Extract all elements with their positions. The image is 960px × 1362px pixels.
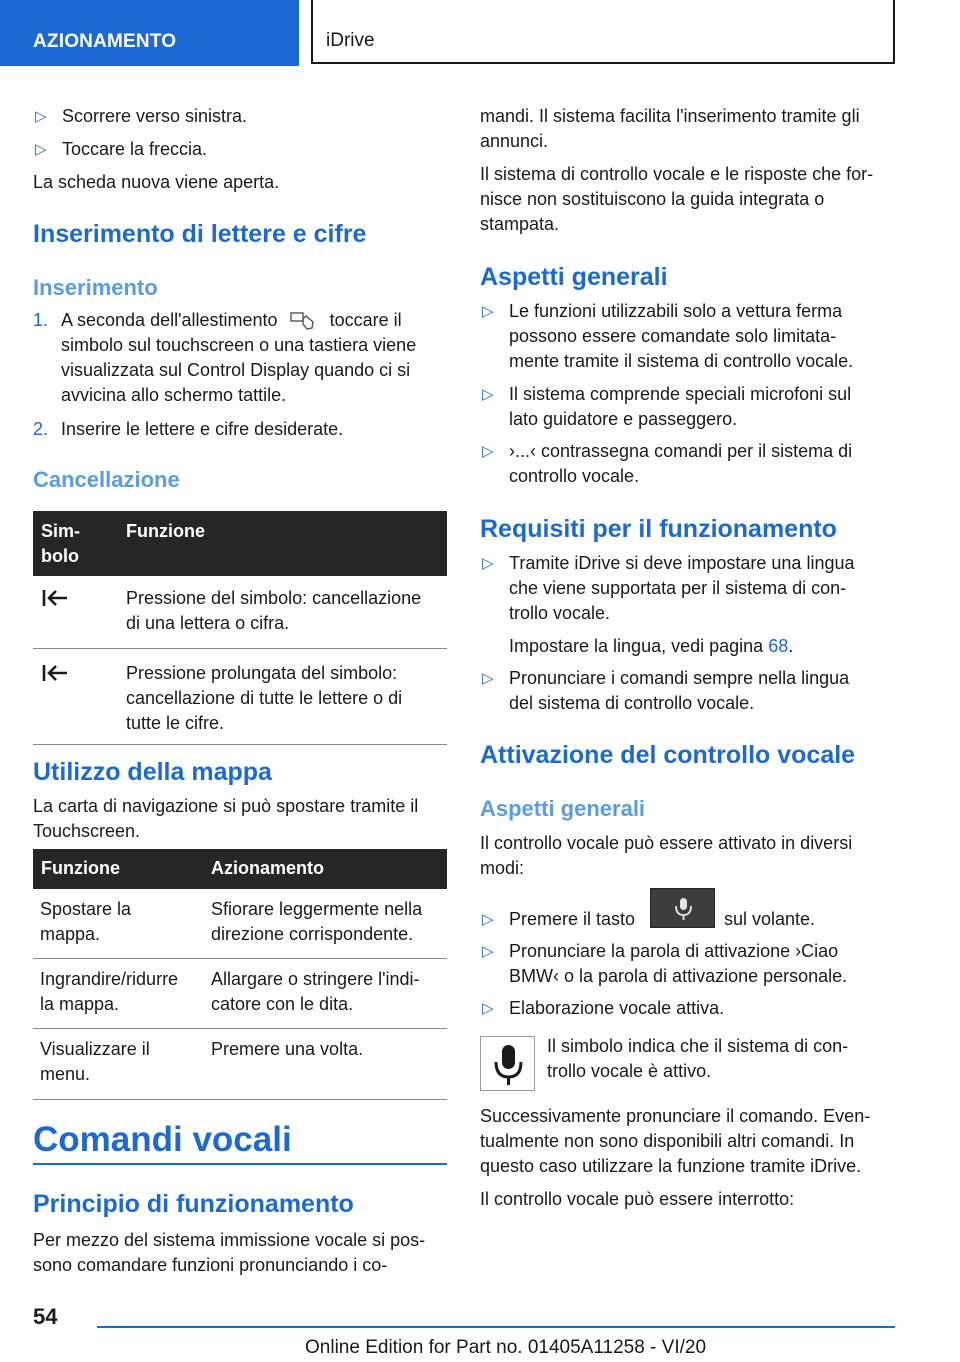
microphone-active-icon — [480, 1036, 535, 1091]
paragraph: Per mezzo del sistema immissione vocale si pos- — [33, 1230, 426, 1250]
list-item: ▷ Scorrere verso sinistra. — [33, 104, 447, 129]
triangle-bullet-icon: ▷ — [482, 1000, 494, 1017]
subheading-general: Aspetti generali — [480, 796, 646, 821]
paragraph: Successivamente pronunciare il comando. Even- — [480, 1106, 871, 1126]
subheading-input: Inserimento — [33, 275, 158, 300]
chapter-title: iDrive — [326, 30, 375, 51]
chapter-heading-voice: Comandi vocali — [33, 1120, 292, 1159]
list-item: ▷ Il sistema comprende speciali microfoni sul lato guidatore e passeggero. — [482, 384, 852, 429]
step-1: 1. A seconda dell'allestimento toccare il simbolo sul touchscreen o una tastiera viene visualizzata sul Control Display quando ci si avvicina allo schermo tattile. — [33, 310, 417, 405]
backspace-icon — [41, 594, 71, 614]
touch-keyboard-icon — [289, 310, 319, 332]
list-item: ▷ Elaborazione vocale attiva. — [480, 996, 895, 1021]
heading-activation: Attivazione del controllo vocale — [480, 741, 856, 769]
map-table — [33, 849, 447, 1100]
page-reference: Impostare la lingua, vedi pagina 68. — [509, 636, 794, 656]
microphone-button-icon — [650, 888, 715, 928]
subheading-delete: Cancellazione — [33, 467, 180, 492]
paragraph: trollo vocale è attivo. — [547, 1061, 712, 1081]
paragraph: La scheda nuova viene aperta. — [33, 172, 280, 192]
triangle-bullet-icon: ▷ — [482, 670, 494, 687]
backspace-icon — [41, 669, 71, 689]
heading-letters: Inserimento di lettere e cifre — [33, 220, 367, 248]
table-header: Sim- bolo — [33, 511, 118, 576]
list-item: ▷ Toccare la freccia. — [33, 137, 447, 162]
paragraph: Il simbolo indica che il sistema di con- — [547, 1036, 849, 1056]
chapter-box — [311, 0, 895, 64]
heading-principle: Principio di funzionamento — [33, 1190, 354, 1218]
step-2: 2. Inserire le lettere e cifre desiderate. — [33, 419, 344, 439]
triangle-bullet-icon: ▷ — [482, 911, 494, 928]
paragraph: Il sistema di controllo vocale e le risposte che for- — [480, 164, 874, 184]
list-item: ▷ ›...‹ contrassegna comandi per il sistema di controllo vocale. — [482, 441, 853, 486]
table-row: Pressione prolungata del simbolo: cancellazione di tutte le lettere o di tutte le cifre. — [33, 649, 447, 745]
paragraph: sono comandare funzioni pronunciando i co- — [33, 1255, 388, 1275]
table-row: Spostare la mappa. Sfiorare leggermente nella direzione corrispondente. — [33, 889, 447, 959]
paragraph: Touchscreen. — [33, 821, 141, 841]
paragraph: mandi. Il sistema facilita l'inserimento tramite gli — [480, 106, 860, 126]
paragraph: nisce non sostituiscono la guida integrata o — [480, 189, 825, 209]
page-link[interactable]: 68 — [768, 636, 789, 656]
paragraph: Il controllo vocale può essere attivato in diversi — [480, 833, 853, 853]
paragraph: questo caso utilizzare la funzione tramite iDrive. — [480, 1156, 862, 1176]
triangle-bullet-icon: ▷ — [482, 555, 494, 572]
list-item: ▷ Pronunciare i comandi sempre nella lingua del sistema di controllo vocale. — [482, 668, 850, 713]
list-item: ▷ Tramite iDrive si deve impostare una lingua che viene supportata per il sistema di con- trollo vocale. — [482, 553, 855, 623]
footer-divider — [97, 1326, 895, 1328]
triangle-bullet-icon: ▷ — [35, 141, 47, 158]
table-row: Visualizzare il menu. Premere una volta. — [33, 1029, 447, 1100]
delete-table — [33, 511, 447, 745]
table-header: Azionamento — [204, 849, 447, 889]
heading-general: Aspetti generali — [480, 263, 668, 291]
table-header: Funzione — [33, 849, 204, 889]
paragraph: annunci. — [480, 131, 549, 151]
heading-requirements: Requisiti per il funzionamento — [480, 515, 837, 543]
paragraph: modi: — [480, 858, 525, 878]
heading-map: Utilizzo della mappa — [33, 758, 272, 786]
page-number: 54 — [33, 1304, 58, 1329]
triangle-bullet-icon: ▷ — [35, 108, 47, 125]
paragraph: stampata. — [480, 214, 560, 234]
paragraph: Il controllo vocale può essere interrotto: — [480, 1189, 795, 1209]
paragraph: tualmente non sono disponibili altri comandi. In — [480, 1131, 855, 1151]
triangle-bullet-icon: ▷ — [482, 943, 494, 960]
divider — [33, 1163, 447, 1165]
section-tab — [0, 0, 299, 66]
triangle-bullet-icon: ▷ — [482, 386, 494, 403]
table-row: Pressione del simbolo: cancellazione di una lettera o cifra. — [33, 576, 447, 649]
list-item: ▷ Pronunciare la parola di attivazione ›Ciao BMW‹ o la parola di attivazione personale. — [482, 941, 848, 986]
list-item: ▷ Le funzioni utilizzabili solo a vettura ferma possono essere comandate solo limitata- mente tramite il sistema di controllo vocale. — [482, 301, 854, 371]
list-item: ▷ Premere il tasto — [480, 907, 895, 932]
edition-note: Online Edition for Part no. 01405A11258 - VI/20 — [305, 1337, 707, 1358]
paragraph: La carta di navigazione si può spostare tramite il — [33, 796, 419, 816]
table-row: Ingrandire/ridurre la mappa. Allargare o stringere l'indi- catore con le dita. — [33, 959, 447, 1029]
triangle-bullet-icon: ▷ — [482, 303, 494, 320]
section-title: AZIONAMENTO — [33, 31, 177, 52]
table-header: Funzione — [118, 511, 447, 576]
triangle-bullet-icon: ▷ — [482, 443, 494, 460]
